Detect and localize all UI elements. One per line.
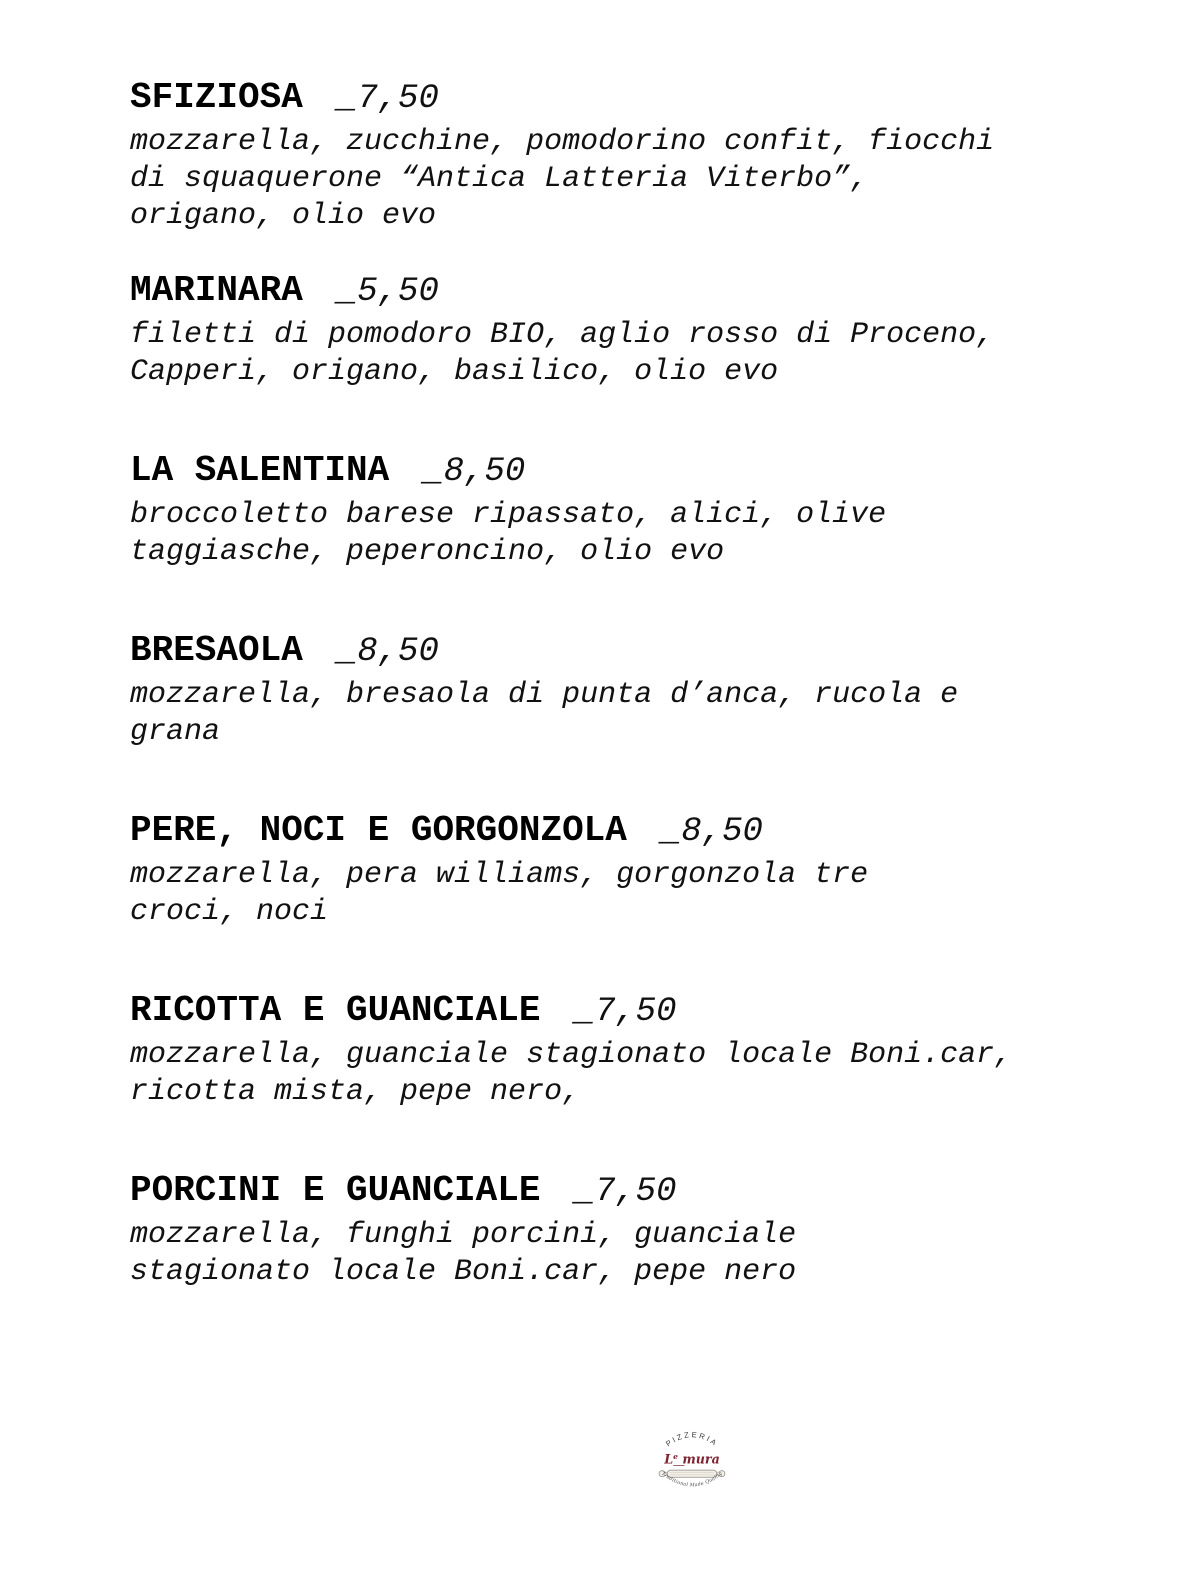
menu-item [130,449,1131,571]
item-description-line: stagionato locale Boni.car, pepe nero [130,1255,797,1289]
item-description-line: mozzarella, pera williams, gorgonzola tre [130,858,869,892]
item-header [130,1169,1131,1214]
item-description-line: di squaquerone “Antica Latteria Viterbo”, [130,162,869,196]
menu-item [130,989,1131,1111]
item-description-line: origano, olio evo [130,199,437,233]
item-price: _7,50 [574,1173,677,1211]
menu-item [130,629,1131,751]
item-name: RICOTTA E GUANCIALE [130,990,541,1031]
item-description-line: taggiasche, peperoncino, olio evo [130,535,725,569]
item-name: SFIZIOSA [130,77,303,118]
item-description-line: grana [130,715,221,749]
logo-arc-text: PIZZERIA [664,1430,720,1449]
menu-item [130,1169,1131,1291]
logo-bottom-text: Traditional Made Quality [660,1471,724,1489]
item-header [130,76,1131,121]
item-description [130,124,1131,235]
pizzeria-logo [654,1423,730,1505]
item-description [130,317,1131,391]
item-description [130,677,1131,751]
item-price: _8,50 [336,633,439,671]
menu-item [130,269,1131,391]
item-header [130,809,1131,854]
item-price: _5,50 [336,273,439,311]
item-name: PERE, NOCI E GORGONZOLA [130,810,627,851]
item-description-line: mozzarella, zucchine, pomodorino confit, fiocchi [130,125,995,159]
menu-item [130,809,1131,931]
logo-brand-text: Le mura [664,1451,720,1467]
item-description [130,1217,1131,1291]
item-description-line: mozzarella, bresaola di punta d’anca, rucola e [130,678,959,712]
item-description-line: ricotta mista, pepe nero, [130,1075,581,1109]
item-description-line: croci, noci [130,895,329,929]
menu-list [130,76,1131,1291]
item-name: PORCINI E GUANCIALE [130,1170,541,1211]
item-name: LA SALENTINA [130,450,390,491]
item-header [130,629,1131,674]
item-price: _8,50 [423,453,526,491]
item-header [130,269,1131,314]
logo [654,1423,730,1505]
item-description-line: broccoletto barese ripassato, alici, olive [130,498,887,532]
item-description [130,497,1131,571]
item-description-line: mozzarella, funghi porcini, guanciale [130,1218,797,1252]
item-description-line: mozzarella, guanciale stagionato locale Boni.car, [130,1038,1013,1072]
item-description-line: Capperi, origano, basilico, olio evo [130,355,779,389]
item-header [130,989,1131,1034]
item-description [130,857,1131,931]
item-description [130,1037,1131,1111]
item-price: _8,50 [660,813,763,851]
item-name: BRESAOLA [130,630,303,671]
item-price: _7,50 [336,80,439,118]
menu-item [130,76,1131,235]
item-price: _7,50 [574,993,677,1031]
item-name: MARINARA [130,270,303,311]
item-description-line: filetti di pomodoro BIO, aglio rosso di Proceno, [130,318,995,352]
item-header [130,449,1131,494]
